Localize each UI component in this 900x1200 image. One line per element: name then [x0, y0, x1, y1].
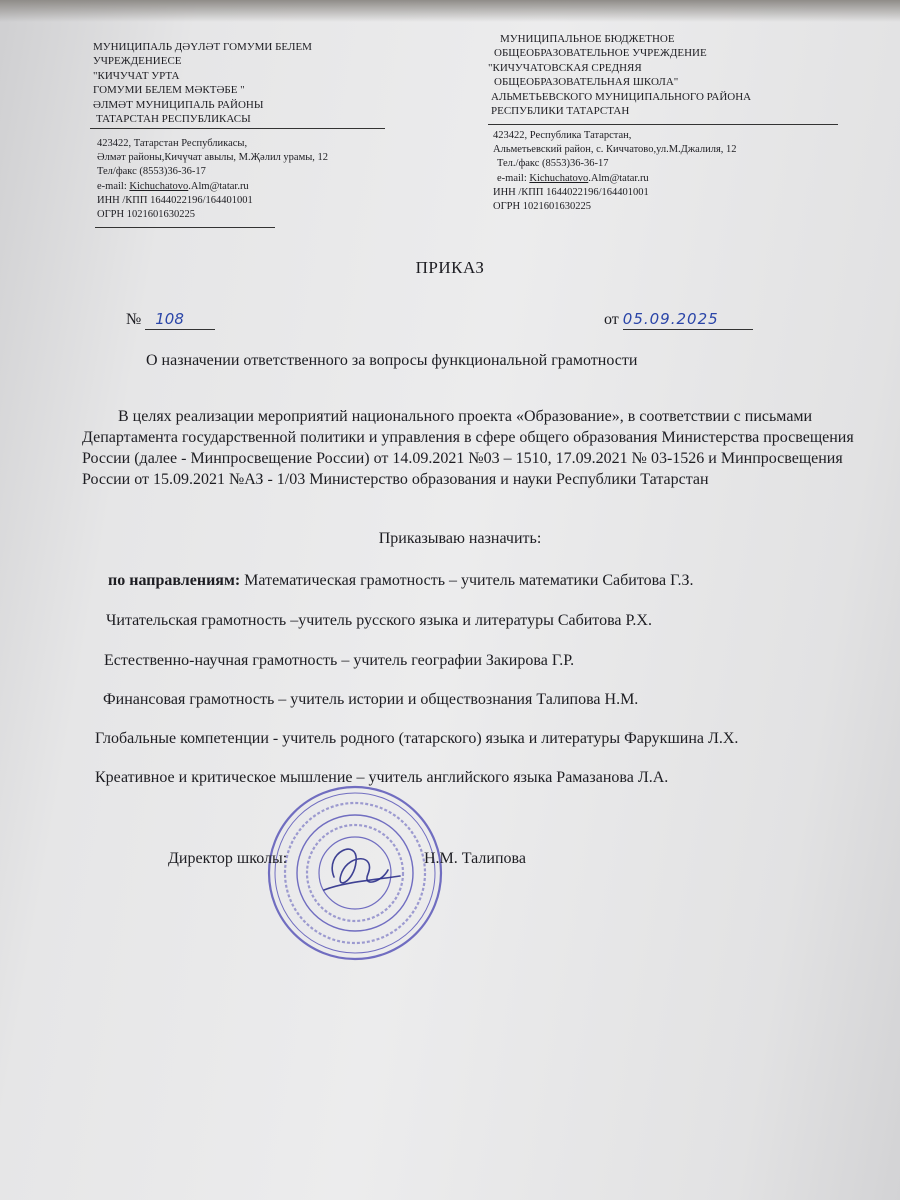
assignment-item: Естественно-научная грамотность – учитель географии Закирова Г.Р. [104, 652, 575, 669]
email-link[interactable]: Kichuchatovo [529, 172, 589, 184]
order-date [604, 310, 753, 330]
header-left-line: ГОМУМИ БЕЛЕМ МӘКТӘБЕ " [93, 84, 245, 97]
header-left-line: "КИЧУЧАТ УРТА [93, 69, 180, 82]
address-line: 423422, Татарстан Республикасы, [97, 138, 248, 149]
header-right-line: ОБЩЕОБРАЗОВАТЕЛЬНОЕ УЧРЕЖДЕНИЕ [494, 47, 707, 60]
header-divider [488, 124, 838, 125]
address-line: 423422, Республика Татарстан, [493, 130, 632, 141]
order-heading: Приказываю назначить: [378, 530, 542, 547]
email-link[interactable]: Kichuchatovo [129, 180, 189, 192]
header-right-line: АЛЬМЕТЬЕВСКОГО МУНИЦИПАЛЬНОГО РАЙОНА [491, 90, 752, 103]
header-left-line: МУНИЦИПАЛЬ ДӘҮЛӘТ ГОМУМИ БЕЛЕМ [93, 41, 312, 53]
date-label: от [604, 311, 619, 328]
number-label: № [126, 311, 142, 328]
preamble-text: В целях реализации мероприятий национального проекта «Образование», в соответствии с письмами Департамента государственной политики и управления в сфере общего образования Министерства просвещения России (далее - Минпросвещение России) от 14.09.2021 №03 – 1510, 17.09.2021 № 03-1526 и Минпросвещения России от 15.09.2021 №АЗ - 1/03 Министерство образования и науки Республики Татарстан [82, 408, 854, 488]
order-number [126, 310, 215, 330]
signature-title: Директор школы: [168, 850, 288, 867]
assignment-item: Креативное и критическое мышление – учитель английского языка Рамазанова Л.А. [95, 769, 669, 786]
header-left-line: ӘЛМӘТ МУНИЦИПАЛЬ РАЙОНЫ [93, 98, 264, 111]
phone-line: Тел./факс (8553)36-36-17 [497, 158, 609, 170]
inn-line: ИНН /КПП 1644022196/164401001 [493, 186, 649, 198]
right-address-block [493, 129, 737, 214]
page-shadow [0, 0, 900, 22]
header-right-line: ОБЩЕОБРАЗОВАТЕЛЬНАЯ ШКОЛА" [494, 76, 679, 89]
header-right-line: "КИЧУЧАТОВСКАЯ СРЕДНЯЯ [488, 61, 642, 74]
ogrn-line: ОГРН 1021601630225 [97, 209, 195, 221]
left-address-block [97, 137, 328, 222]
address-line: Әлмәт районы,Кичүчат авылы, М.Җәлил урамы, 12 [97, 152, 329, 164]
inn-line: ИНН /КПП 1644022196/164401001 [97, 194, 253, 206]
header-left-line: УЧРЕЖДЕНИЕСЕ [93, 55, 182, 68]
address-underline [95, 227, 275, 228]
header-left-org [93, 40, 312, 126]
assignments-lead: по направлениям: [108, 572, 241, 589]
assignment-item: Глобальные компетенции - учитель родного (татарского) языка и литературы Фарукшина Л.Х. [95, 730, 739, 747]
date-handwritten: 05.09.2025 [622, 310, 719, 328]
ogrn-line: ОГРН 1021601630225 [493, 201, 591, 213]
header-right-line: МУНИЦИПАЛЬНОЕ БЮДЖЕТНОЕ [500, 33, 675, 45]
date-blank [623, 310, 753, 330]
document-title: ПРИКАЗ [415, 258, 485, 277]
header-divider [90, 128, 385, 129]
number-blank [145, 310, 215, 330]
header-right-org [488, 32, 751, 118]
number-handwritten: 108 [155, 310, 184, 328]
school-stamp-seal [264, 782, 446, 964]
email-line: e-mail: Kichuchatovo.Alm@tatar.ru [497, 172, 649, 184]
assignment-item: по направлениям: Математическая грамотность – учитель математики Сабитова Г.З. [108, 572, 694, 589]
phone-line: Тел/факс (8553)36-36-17 [97, 166, 206, 178]
assignment-item: Читательская грамотность –учитель русского языка и литературы Сабитова Р.Х. [106, 612, 652, 629]
header-left-line: ТАТАРСТАН РЕСПУБЛИКАСЫ [96, 113, 251, 126]
preamble-block [82, 406, 854, 490]
assignment-item: Финансовая грамотность – учитель истории и обществознания Талипова Н.М. [103, 691, 639, 708]
signature-name: Н.М. Талипова [424, 850, 526, 867]
order-subject: О назначении ответственного за вопросы функциональной грамотности [146, 352, 638, 369]
address-line: Альметьевский район, с. Киччатово,ул.М.Джалиля, 12 [493, 144, 737, 156]
email-line: e-mail: Kichuchatovo.Alm@tatar.ru [97, 180, 249, 192]
header-right-line: РЕСПУБЛИКИ ТАТАРСТАН [491, 105, 630, 118]
